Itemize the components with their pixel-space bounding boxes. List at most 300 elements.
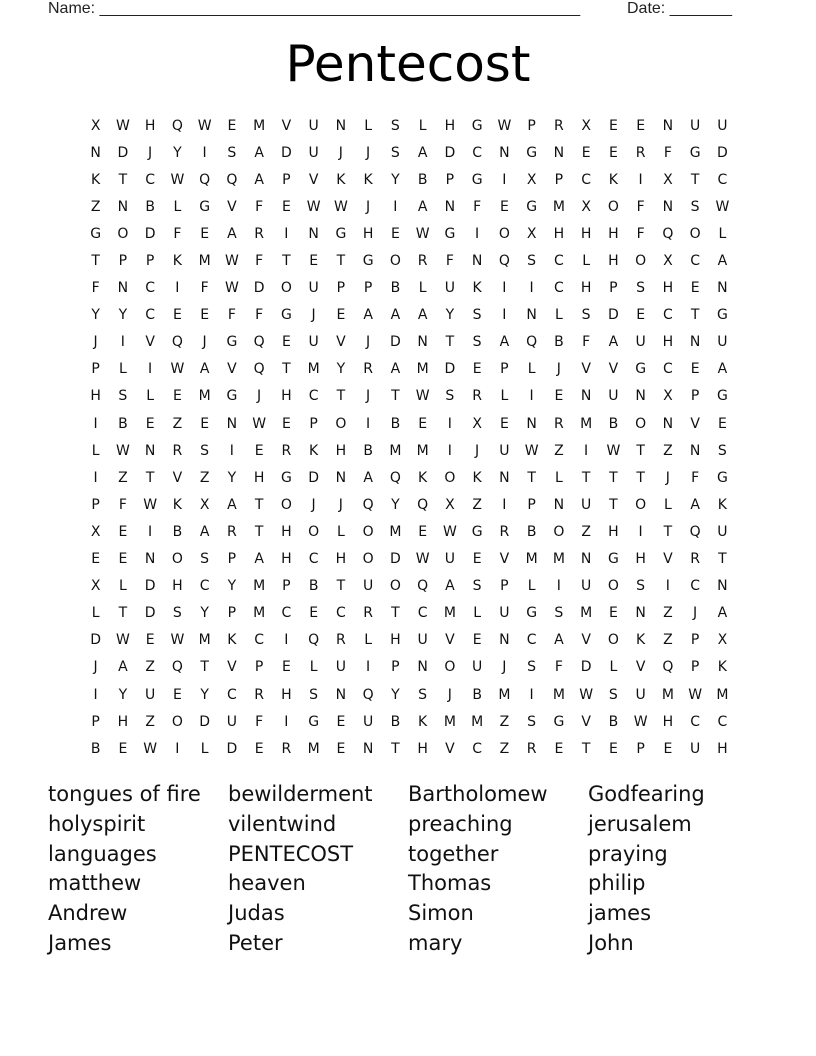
grid-letter: A bbox=[554, 632, 564, 649]
grid-letter: O bbox=[362, 551, 374, 568]
grid-letter: C bbox=[145, 307, 156, 324]
word-bank-item: languages bbox=[48, 841, 157, 866]
grid-letter: Y bbox=[391, 496, 400, 513]
grid-letter: S bbox=[200, 551, 210, 568]
grid-letter: Y bbox=[391, 686, 400, 703]
grid-letter: T bbox=[636, 442, 645, 459]
grid-letter: M bbox=[389, 442, 402, 459]
grid-letter: M bbox=[416, 442, 429, 459]
grid-letter: W bbox=[170, 361, 185, 378]
grid-letter: J bbox=[502, 659, 507, 676]
grid-letter: V bbox=[581, 713, 591, 730]
grid-letter: P bbox=[254, 659, 264, 676]
grid-letter: X bbox=[90, 523, 101, 540]
grid-letter: I bbox=[502, 496, 507, 513]
grid-letter: I bbox=[502, 171, 507, 188]
grid-letter: Z bbox=[472, 496, 482, 513]
grid-letter: U bbox=[499, 442, 510, 459]
grid-row bbox=[82, 491, 736, 518]
grid-letter: K bbox=[472, 469, 482, 486]
grid-letter: D bbox=[716, 144, 728, 161]
grid-letter: E bbox=[608, 740, 618, 757]
grid-letter: K bbox=[336, 171, 346, 188]
grid-letter: H bbox=[635, 551, 646, 568]
word-bank-item: together bbox=[408, 841, 499, 866]
grid-letter: C bbox=[717, 713, 728, 730]
header-row bbox=[48, 0, 732, 18]
grid-letter: C bbox=[472, 740, 483, 757]
grid-letter: G bbox=[444, 225, 456, 242]
grid-letter: A bbox=[199, 361, 210, 378]
grid-letter: Q bbox=[498, 253, 510, 270]
grid-letter: S bbox=[527, 659, 537, 676]
grid-letter: I bbox=[93, 686, 98, 703]
grid-letter: R bbox=[554, 117, 564, 134]
grid-letter: G bbox=[90, 225, 102, 242]
grid-letter: F bbox=[473, 198, 482, 215]
grid-letter: B bbox=[363, 442, 373, 459]
grid-letter: W bbox=[606, 442, 621, 459]
grid-letter: D bbox=[90, 632, 102, 649]
grid-letter: N bbox=[526, 415, 537, 432]
grid-letter: L bbox=[364, 632, 373, 649]
grid-letter: E bbox=[172, 307, 182, 324]
grid-letter: C bbox=[308, 551, 319, 568]
grid-letter: J bbox=[311, 307, 316, 324]
grid-letter: Y bbox=[118, 686, 128, 703]
grid-letter: U bbox=[335, 659, 346, 676]
grid-letter: A bbox=[717, 253, 728, 270]
grid-letter: P bbox=[527, 496, 536, 513]
grid-letter: N bbox=[499, 469, 510, 486]
grid-letter: D bbox=[444, 144, 456, 161]
grid-letter: B bbox=[472, 686, 482, 703]
grid-letter: D bbox=[389, 334, 401, 351]
grid-letter: X bbox=[581, 117, 591, 134]
grid-letter: N bbox=[226, 415, 238, 432]
grid-letter: N bbox=[335, 686, 347, 703]
grid-letter: O bbox=[444, 659, 456, 676]
grid-letter: R bbox=[635, 144, 646, 161]
grid-letter: F bbox=[118, 496, 127, 513]
grid-letter: L bbox=[200, 740, 209, 757]
grid-letter: P bbox=[391, 659, 400, 676]
grid-letter: L bbox=[527, 361, 536, 378]
grid-letter: K bbox=[172, 253, 182, 270]
grid-letter: G bbox=[471, 171, 483, 188]
grid-letter: I bbox=[529, 686, 534, 703]
grid-letter: B bbox=[390, 280, 401, 297]
grid-letter: E bbox=[227, 117, 237, 134]
grid-letter: U bbox=[717, 117, 728, 134]
grid-letter: A bbox=[717, 605, 728, 622]
grid-letter: D bbox=[144, 225, 156, 242]
grid-letter: O bbox=[498, 225, 510, 242]
grid-letter: U bbox=[717, 334, 728, 351]
grid-letter: R bbox=[690, 551, 700, 568]
grid-letter: F bbox=[445, 253, 454, 270]
grid-letter: Q bbox=[253, 361, 265, 378]
grid-letter: T bbox=[581, 740, 591, 757]
grid-letter: T bbox=[391, 388, 400, 405]
grid-row bbox=[82, 410, 736, 437]
grid-letter: E bbox=[118, 551, 128, 568]
grid-letter: G bbox=[471, 117, 483, 134]
grid-letter: B bbox=[554, 334, 564, 351]
grid-letter: I bbox=[556, 578, 561, 595]
grid-letter: Y bbox=[227, 469, 237, 486]
grid-letter: H bbox=[281, 388, 292, 405]
grid-letter: W bbox=[170, 171, 185, 188]
grid-letter: U bbox=[363, 578, 374, 595]
grid-letter: U bbox=[499, 605, 510, 622]
grid-letter: H bbox=[390, 632, 401, 649]
grid-letter: G bbox=[280, 307, 292, 324]
grid-letter: F bbox=[636, 198, 645, 215]
grid-letter: H bbox=[608, 523, 619, 540]
grid-letter: S bbox=[309, 686, 319, 703]
grid-letter: I bbox=[284, 713, 289, 730]
grid-letter: T bbox=[91, 253, 100, 270]
word-bank-item: jerusalem bbox=[588, 811, 692, 836]
grid-letter: N bbox=[580, 551, 592, 568]
grid-row bbox=[82, 220, 736, 247]
grid-letter: K bbox=[418, 713, 428, 730]
grid-letter: D bbox=[580, 659, 592, 676]
grid-letter: N bbox=[499, 144, 510, 161]
word-bank-item: preaching bbox=[408, 811, 513, 836]
grid-letter: E bbox=[581, 144, 591, 161]
grid-letter: T bbox=[663, 523, 673, 540]
grid-letter: P bbox=[690, 388, 700, 405]
grid-letter: V bbox=[663, 551, 673, 568]
grid-letter: C bbox=[526, 632, 537, 649]
grid-letter: T bbox=[718, 551, 727, 568]
grid-letter: U bbox=[444, 280, 455, 297]
grid-letter: P bbox=[145, 253, 155, 270]
grid-letter: X bbox=[717, 632, 728, 649]
grid-letter: E bbox=[554, 388, 564, 405]
grid-letter: U bbox=[444, 551, 455, 568]
grid-letter: Q bbox=[662, 225, 674, 242]
grid-letter: D bbox=[253, 280, 265, 297]
grid-letter: H bbox=[662, 280, 674, 297]
grid-letter: Y bbox=[200, 686, 209, 703]
grid-letter: N bbox=[635, 388, 646, 405]
grid-letter: Y bbox=[118, 307, 128, 324]
grid-letter: I bbox=[529, 280, 534, 297]
grid-letter: N bbox=[90, 144, 101, 161]
grid-letter: G bbox=[226, 388, 238, 405]
grid-letter: O bbox=[607, 632, 619, 649]
grid-letter: Y bbox=[91, 307, 100, 324]
grid-letter: G bbox=[226, 334, 238, 351]
grid-letter: O bbox=[635, 253, 647, 270]
grid-letter: M bbox=[580, 415, 593, 432]
grid-letter: E bbox=[690, 280, 700, 297]
grid-letter: P bbox=[636, 740, 645, 757]
grid-letter: T bbox=[527, 469, 536, 486]
grid-letter: B bbox=[90, 740, 101, 757]
grid-letter: L bbox=[146, 388, 155, 405]
grid-letter: U bbox=[472, 659, 483, 676]
grid-letter: F bbox=[255, 198, 264, 215]
grid-letter: A bbox=[390, 361, 401, 378]
grid-letter: U bbox=[226, 713, 237, 730]
grid-letter: V bbox=[690, 415, 700, 432]
grid-letter: T bbox=[336, 388, 346, 405]
word-bank-item: Andrew bbox=[48, 901, 128, 926]
grid-letter: O bbox=[280, 280, 292, 297]
grid-letter: E bbox=[281, 659, 291, 676]
grid-letter: O bbox=[308, 523, 320, 540]
grid-letter: G bbox=[635, 361, 647, 378]
grid-letter: H bbox=[717, 740, 728, 757]
grid-letter: H bbox=[117, 713, 129, 730]
grid-letter: A bbox=[717, 361, 728, 378]
grid-letter: W bbox=[415, 388, 430, 405]
grid-letter: E bbox=[472, 632, 482, 649]
grid-letter: E bbox=[172, 686, 182, 703]
grid-letter: I bbox=[284, 632, 289, 649]
grid-letter: A bbox=[390, 307, 401, 324]
grid-letter: N bbox=[689, 334, 701, 351]
grid-letter: N bbox=[717, 578, 728, 595]
word-bank-item: mary bbox=[408, 930, 463, 955]
grid-letter: E bbox=[472, 551, 482, 568]
grid-row bbox=[82, 166, 736, 193]
grid-letter: U bbox=[690, 740, 701, 757]
grid-letter: T bbox=[391, 740, 400, 757]
grid-letter: I bbox=[202, 144, 207, 161]
grid-letter: A bbox=[254, 551, 264, 568]
grid-letter: O bbox=[635, 415, 647, 432]
grid-letter: E bbox=[636, 307, 646, 324]
grid-letter: F bbox=[554, 659, 563, 676]
grid-letter: O bbox=[280, 496, 292, 513]
word-bank-item: matthew bbox=[48, 871, 142, 896]
grid-letter: H bbox=[281, 551, 292, 568]
grid-letter: E bbox=[608, 605, 618, 622]
grid-letter: V bbox=[445, 740, 455, 757]
grid-letter: I bbox=[638, 523, 643, 540]
grid-letter: E bbox=[309, 253, 319, 270]
word-bank-item: Godfearing bbox=[588, 782, 705, 806]
grid-letter: W bbox=[306, 198, 321, 215]
grid-letter: Y bbox=[200, 605, 209, 622]
grid-letter: P bbox=[609, 280, 618, 297]
grid-letter: D bbox=[144, 578, 156, 595]
grid-row bbox=[82, 356, 736, 383]
grid-row bbox=[82, 464, 736, 491]
grid-letter: R bbox=[363, 605, 373, 622]
grid-letter: H bbox=[172, 578, 183, 595]
grid-letter: I bbox=[284, 225, 289, 242]
grid-letter: C bbox=[308, 388, 319, 405]
grid-letter: H bbox=[253, 469, 265, 486]
date-field-label[interactable]: Date: _______ bbox=[627, 0, 732, 17]
grid-letter: U bbox=[690, 117, 701, 134]
grid-letter: P bbox=[309, 415, 318, 432]
grid-letter: H bbox=[281, 686, 292, 703]
grid-letter: T bbox=[200, 659, 209, 676]
grid-letter: V bbox=[581, 632, 591, 649]
grid-letter: T bbox=[391, 605, 400, 622]
grid-letter: I bbox=[393, 198, 398, 215]
grid-letter: F bbox=[227, 307, 236, 324]
grid-letter: P bbox=[336, 280, 346, 297]
grid-letter: E bbox=[281, 415, 291, 432]
grid-letter: N bbox=[553, 496, 565, 513]
grid-letter: Q bbox=[417, 578, 429, 595]
grid-letter: E bbox=[91, 551, 101, 568]
word-bank-item: heaven bbox=[228, 871, 306, 896]
grid-letter: K bbox=[91, 171, 101, 188]
grid-letter: T bbox=[636, 469, 645, 486]
grid-letter: M bbox=[716, 686, 729, 703]
grid-row bbox=[82, 681, 736, 708]
grid-letter: O bbox=[389, 578, 401, 595]
grid-letter: N bbox=[526, 307, 537, 324]
grid-letter: N bbox=[417, 659, 428, 676]
grid-letter: M bbox=[253, 117, 266, 134]
grid-letter: Y bbox=[173, 144, 182, 161]
word-bank-item: James bbox=[48, 930, 112, 955]
grid-letter: M bbox=[307, 361, 320, 378]
grid-letter: V bbox=[608, 361, 619, 378]
grid-letter: I bbox=[502, 280, 507, 297]
grid-letter: K bbox=[363, 171, 373, 188]
grid-letter: I bbox=[447, 415, 452, 432]
grid-letter: C bbox=[581, 171, 592, 188]
grid-letter: J bbox=[475, 442, 480, 459]
grid-letter: M bbox=[525, 551, 538, 568]
grid-letter: J bbox=[148, 144, 153, 161]
grid-letter: W bbox=[143, 496, 158, 513]
grid-letter: E bbox=[254, 740, 264, 757]
grid-letter: Q bbox=[308, 632, 320, 649]
grid-letter: I bbox=[93, 415, 98, 432]
grid-letter: G bbox=[471, 523, 483, 540]
grid-letter: U bbox=[581, 496, 592, 513]
grid-letter: F bbox=[173, 225, 182, 242]
name-field-label[interactable]: Name: ______________________________________________________ bbox=[48, 0, 581, 17]
grid-letter: K bbox=[636, 632, 646, 649]
grid-letter: Z bbox=[499, 740, 510, 757]
grid-letter: O bbox=[607, 198, 619, 215]
grid-letter: J bbox=[366, 388, 371, 405]
grid-letter: T bbox=[609, 469, 618, 486]
grid-letter: D bbox=[199, 713, 211, 730]
grid-letter: W bbox=[115, 442, 130, 459]
word-bank-item: praying bbox=[588, 841, 668, 866]
grid-letter: P bbox=[527, 117, 536, 134]
grid-letter: I bbox=[93, 469, 98, 486]
grid-letter: N bbox=[689, 442, 701, 459]
grid-letter: Z bbox=[90, 198, 101, 215]
grid-letter: C bbox=[335, 605, 346, 622]
grid-letter: N bbox=[717, 280, 728, 297]
grid-letter: L bbox=[418, 280, 427, 297]
grid-letter: E bbox=[418, 415, 428, 432]
grid-letter: P bbox=[91, 361, 100, 378]
grid-letter: X bbox=[472, 415, 482, 432]
grid-letter: R bbox=[172, 442, 183, 459]
grid-letter: V bbox=[172, 469, 183, 486]
grid-letter: X bbox=[526, 225, 537, 242]
grid-letter: C bbox=[281, 605, 292, 622]
grid-letter: O bbox=[689, 225, 701, 242]
grid-letter: K bbox=[717, 659, 727, 676]
grid-letter: I bbox=[120, 334, 125, 351]
grid-letter: Z bbox=[663, 442, 673, 459]
grid-letter: L bbox=[582, 253, 591, 270]
grid-letter: P bbox=[500, 361, 509, 378]
grid-letter: Q bbox=[662, 659, 674, 676]
grid-letter: H bbox=[362, 225, 374, 242]
grid-letter: I bbox=[502, 307, 507, 324]
grid-letter: D bbox=[308, 469, 320, 486]
grid-letter: W bbox=[224, 253, 239, 270]
grid-letter: Y bbox=[445, 307, 455, 324]
grid-letter: S bbox=[418, 686, 428, 703]
grid-letter: P bbox=[690, 632, 700, 649]
grid-letter: X bbox=[90, 578, 101, 595]
grid-letter: Z bbox=[663, 632, 673, 649]
grid-row bbox=[82, 708, 736, 735]
grid-letter: L bbox=[173, 198, 182, 215]
grid-letter: Z bbox=[145, 713, 155, 730]
grid-row bbox=[82, 112, 736, 139]
grid-letter: Z bbox=[663, 605, 673, 622]
grid-letter: J bbox=[366, 144, 371, 161]
grid-letter: T bbox=[118, 605, 128, 622]
grid-letter: S bbox=[636, 280, 646, 297]
grid-letter: Q bbox=[689, 523, 701, 540]
grid-letter: I bbox=[366, 659, 371, 676]
grid-letter: P bbox=[363, 280, 373, 297]
grid-letter: B bbox=[526, 523, 537, 540]
word-bank-item: Bartholomew bbox=[408, 782, 548, 806]
grid-letter: M bbox=[443, 713, 456, 730]
grid-letter: E bbox=[554, 740, 564, 757]
grid-letter: L bbox=[118, 578, 127, 595]
grid-letter: S bbox=[227, 144, 237, 161]
grid-letter: X bbox=[199, 496, 210, 513]
grid-letter: S bbox=[581, 307, 591, 324]
grid-letter: W bbox=[170, 632, 185, 649]
grid-letter: I bbox=[584, 442, 589, 459]
grid-letter: W bbox=[197, 117, 212, 134]
grid-letter: N bbox=[335, 469, 347, 486]
grid-letter: K bbox=[608, 171, 618, 188]
grid-letter: B bbox=[608, 713, 619, 730]
grid-letter: H bbox=[662, 334, 674, 351]
grid-letter: K bbox=[172, 496, 182, 513]
grid-letter: D bbox=[389, 551, 401, 568]
grid-letter: C bbox=[662, 307, 673, 324]
grid-row bbox=[82, 139, 736, 166]
grid-letter: N bbox=[553, 144, 565, 161]
grid-letter: K bbox=[309, 442, 319, 459]
grid-letter: E bbox=[663, 740, 673, 757]
grid-letter: G bbox=[526, 144, 538, 161]
grid-letter: I bbox=[665, 578, 670, 595]
grid-letter: T bbox=[336, 253, 346, 270]
grid-letter: G bbox=[716, 469, 728, 486]
grid-letter: O bbox=[553, 523, 565, 540]
grid-letter: N bbox=[471, 253, 483, 270]
